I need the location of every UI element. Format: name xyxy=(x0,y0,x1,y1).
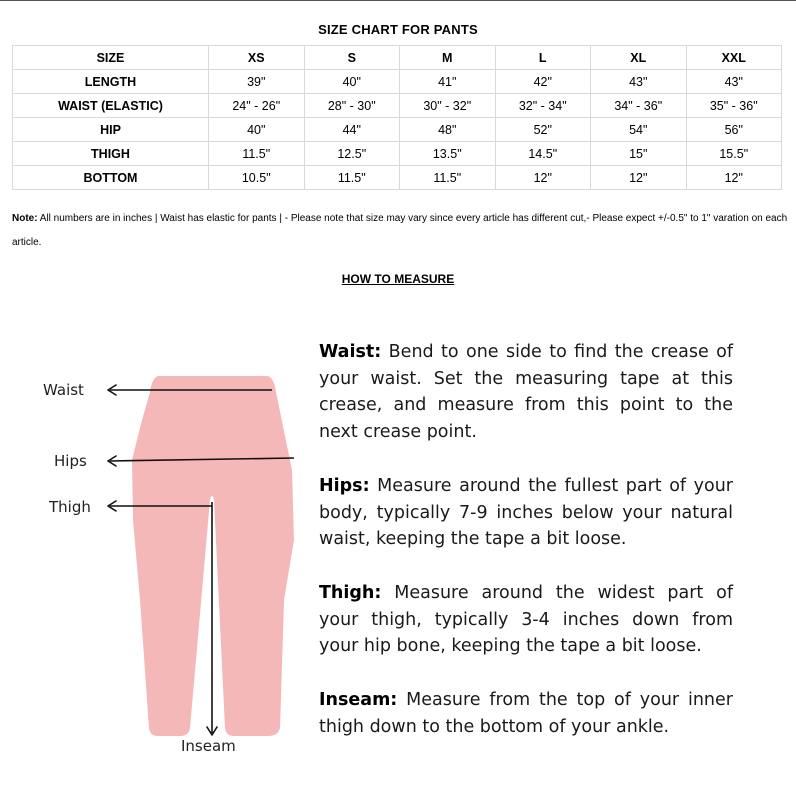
instruction-title: Waist: xyxy=(319,342,382,362)
table-cell: 12" xyxy=(686,166,782,190)
table-cell: 15" xyxy=(591,142,687,166)
thigh-instruction xyxy=(319,580,733,660)
instruction-title: Thigh: xyxy=(319,582,382,603)
instruction-title: Inseam: xyxy=(319,690,398,711)
row-label: HIP xyxy=(13,118,209,142)
header-m: M xyxy=(400,46,496,70)
table-cell: 34" - 36" xyxy=(591,94,687,118)
table-cell: 10.5" xyxy=(209,166,305,190)
instruction-text: Measure from the top of your inner thigh down to the bottom of your ankle. xyxy=(319,690,733,737)
size-chart-table xyxy=(12,45,782,190)
header-xl: XL xyxy=(591,46,687,70)
table-cell: 52" xyxy=(495,118,591,142)
table-cell: 43" xyxy=(591,70,687,94)
header-xs: XS xyxy=(209,46,305,70)
pants-measurement-diagram xyxy=(0,300,310,770)
hips-label: Hips xyxy=(54,452,87,470)
top-divider xyxy=(0,0,796,1)
instruction-text: Measure around the widest part of your thigh, typically 3-4 inches down from your hip bone, keeping the tape a bit loose. xyxy=(319,582,733,657)
table-header-row xyxy=(13,46,782,70)
instruction-text: Measure around the fullest part of your body, typically 7-9 inches below your natural waist, keeping the tape a bit loose. xyxy=(319,475,733,550)
table-cell: 56" xyxy=(686,118,782,142)
table-row-length xyxy=(13,70,782,94)
table-cell: 14.5" xyxy=(495,142,591,166)
row-label: BOTTOM xyxy=(13,166,209,190)
note-text: All numbers are in inches | Waist has elastic for pants | - Please note that size may vary since every article has different cut,- Please expect +/-0.5" to 1" varation on each article. xyxy=(12,213,788,248)
header-s: S xyxy=(304,46,400,70)
table-cell: 11.5" xyxy=(400,166,496,190)
table-cell: 12" xyxy=(591,166,687,190)
waist-instruction xyxy=(319,339,733,446)
thigh-label: Thigh xyxy=(49,498,91,516)
table-cell: 40" xyxy=(304,70,400,94)
row-label: WAIST (ELASTIC) xyxy=(13,94,209,118)
table-cell: 11.5" xyxy=(304,166,400,190)
table-cell: 35" - 36" xyxy=(686,94,782,118)
table-cell: 32" - 34" xyxy=(495,94,591,118)
table-row-bottom xyxy=(13,166,782,190)
table-cell: 41" xyxy=(400,70,496,94)
inseam-label: Inseam xyxy=(181,737,236,755)
table-cell: 12" xyxy=(495,166,591,190)
size-chart-title: SIZE CHART FOR PANTS xyxy=(318,22,478,37)
header-size: SIZE xyxy=(13,46,209,70)
header-l: L xyxy=(495,46,591,70)
table-cell: 40" xyxy=(209,118,305,142)
how-to-measure-title: HOW TO MEASURE xyxy=(341,272,455,286)
size-note xyxy=(12,207,790,255)
table-cell: 13.5" xyxy=(400,142,496,166)
table-row-waist xyxy=(13,94,782,118)
row-label: THIGH xyxy=(13,142,209,166)
hips-instruction xyxy=(319,473,733,553)
table-row-hip xyxy=(13,118,782,142)
waist-label: Waist xyxy=(43,381,84,399)
table-row-thigh xyxy=(13,142,782,166)
table-cell: 44" xyxy=(304,118,400,142)
note-label: Note: xyxy=(12,213,38,224)
inseam-instruction xyxy=(319,687,733,740)
pants-shape xyxy=(132,376,294,736)
table-cell: 48" xyxy=(400,118,496,142)
table-cell: 43" xyxy=(686,70,782,94)
table-cell: 28" - 30" xyxy=(304,94,400,118)
header-xxl: XXL xyxy=(686,46,782,70)
table-cell: 30" - 32" xyxy=(400,94,496,118)
row-label: LENGTH xyxy=(13,70,209,94)
table-cell: 12.5" xyxy=(304,142,400,166)
instruction-text: Bend to one side to find the crease of your waist. Set the measuring tape at this crease, and measure from this point to the next crease point. xyxy=(319,342,733,443)
table-cell: 42" xyxy=(495,70,591,94)
instruction-title: Hips: xyxy=(319,475,370,496)
table-cell: 15.5" xyxy=(686,142,782,166)
measurement-instructions xyxy=(319,339,733,767)
table-cell: 54" xyxy=(591,118,687,142)
table-cell: 11.5" xyxy=(209,142,305,166)
table-cell: 24" - 26" xyxy=(209,94,305,118)
table-cell: 39" xyxy=(209,70,305,94)
